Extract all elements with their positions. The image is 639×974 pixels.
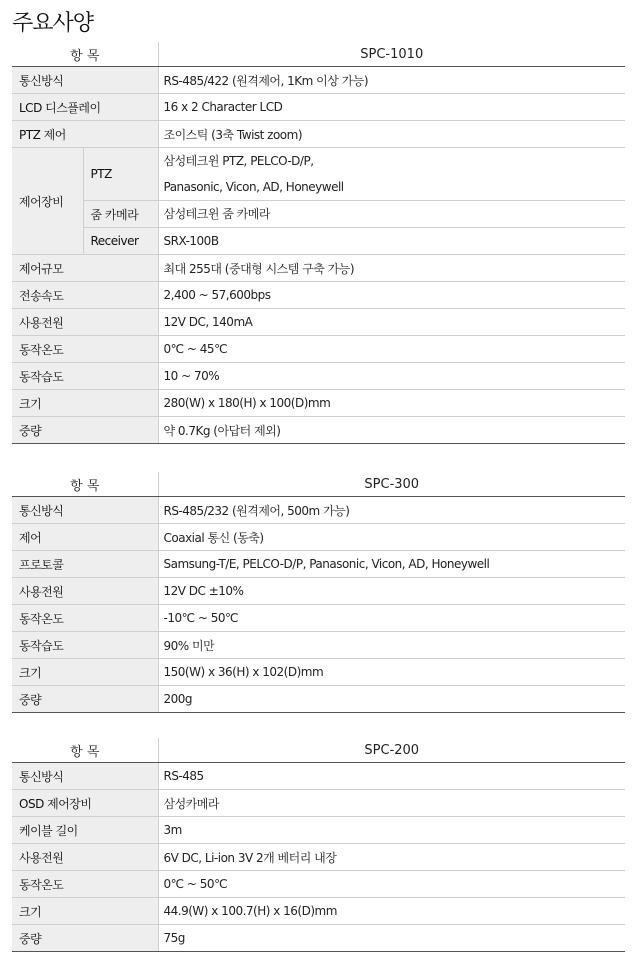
row-label: 통신방식 bbox=[12, 497, 158, 524]
row-value: 44.9(W) x 100.7(H) x 16(D)mm bbox=[158, 898, 625, 925]
control-group-cell bbox=[12, 148, 158, 255]
row-value: 3m bbox=[158, 817, 625, 844]
table-row bbox=[12, 686, 625, 713]
row-label: 동작온도 bbox=[12, 336, 158, 363]
row-value: RS-485 bbox=[158, 763, 625, 790]
table-row bbox=[12, 336, 625, 363]
row-value: 0℃ ~ 50℃ bbox=[158, 871, 625, 898]
table-row bbox=[12, 790, 625, 817]
row-label: 통신방식 bbox=[12, 763, 158, 790]
row-label: 사용전원 bbox=[12, 844, 158, 871]
table-row bbox=[12, 121, 625, 148]
receiver-value: SRX-100B bbox=[163, 234, 219, 248]
row-value: 90% 미만 bbox=[158, 632, 625, 659]
header-model: SPC-200 bbox=[158, 738, 625, 763]
row-label: 프로토콜 bbox=[12, 551, 158, 578]
row-label: 중량 bbox=[12, 925, 158, 952]
control-group-label: 제어장비 bbox=[12, 148, 83, 254]
row-label: 동작온도 bbox=[12, 871, 158, 898]
row-label: PTZ 제어 bbox=[12, 121, 158, 148]
zoom-camera-value: 삼성테크윈 줌 카메라 bbox=[159, 201, 626, 228]
row-label: 사용전원 bbox=[12, 578, 158, 605]
table-row bbox=[12, 417, 625, 444]
table-row bbox=[12, 524, 625, 551]
table-row bbox=[12, 898, 625, 925]
row-label: 크기 bbox=[12, 390, 158, 417]
row-label: 중량 bbox=[12, 686, 158, 713]
table-row bbox=[12, 925, 625, 952]
table-row bbox=[12, 817, 625, 844]
table-row bbox=[12, 309, 625, 336]
row-value: 10 ~ 70% bbox=[158, 363, 625, 390]
row-value: Coaxial 통신 (동축) bbox=[158, 524, 625, 551]
table-row bbox=[12, 94, 625, 121]
table-row bbox=[12, 605, 625, 632]
row-value: 삼성카메라 bbox=[158, 790, 625, 817]
row-value: 150(W) x 36(H) x 102(D)mm bbox=[158, 659, 625, 686]
spec-table-spc-1010 bbox=[12, 42, 625, 444]
row-label: OSD 제어장비 bbox=[12, 790, 158, 817]
row-value: 75g bbox=[158, 925, 625, 952]
row-value: 조이스틱 (3축 Twist zoom) bbox=[158, 121, 625, 148]
row-label: 케이블 길이 bbox=[12, 817, 158, 844]
header-item: 항 목 bbox=[12, 472, 158, 497]
table-row bbox=[12, 390, 625, 417]
table-row bbox=[12, 497, 625, 524]
row-label: 크기 bbox=[12, 898, 158, 925]
row-label: 통신방식 bbox=[12, 67, 158, 94]
row-label: 동작습도 bbox=[12, 632, 158, 659]
table-row bbox=[12, 551, 625, 578]
row-value: 최대 255대 (중대형 시스템 구축 가능) bbox=[158, 255, 625, 282]
row-value: Samsung-T/E, PELCO-D/P, Panasonic, Vicon, AD, Honeywell bbox=[158, 551, 625, 578]
table-row bbox=[12, 632, 625, 659]
table-row bbox=[12, 844, 625, 871]
row-label: 전송속도 bbox=[12, 282, 158, 309]
control-group-subtable bbox=[12, 148, 158, 254]
row-value: -10℃ ~ 50℃ bbox=[158, 605, 625, 632]
header-item: 항 목 bbox=[12, 42, 158, 67]
table-row bbox=[12, 659, 625, 686]
row-label: 제어규모 bbox=[12, 255, 158, 282]
header-model: SPC-1010 bbox=[158, 42, 625, 67]
row-label: 중량 bbox=[12, 417, 158, 444]
page-title: 주요사양 bbox=[12, 11, 94, 36]
ptz-value-line1: 삼성테크윈 PTZ, PELCO-D/P, bbox=[163, 154, 314, 168]
row-value: RS-485/232 (원격제어, 500m 가능) bbox=[158, 497, 625, 524]
row-label: 사용전원 bbox=[12, 309, 158, 336]
row-value: 12V DC, 140mA bbox=[158, 309, 625, 336]
row-value: 16 x 2 Character LCD bbox=[158, 94, 625, 121]
zoom-camera-label: 줌 카메라 bbox=[83, 201, 158, 228]
receiver-label: Receiver bbox=[83, 228, 158, 255]
table-row bbox=[12, 763, 625, 790]
row-value: RS-485/422 (원격제어, 1Km 이상 가능) bbox=[158, 67, 625, 94]
row-label: 크기 bbox=[12, 659, 158, 686]
table-row bbox=[12, 67, 625, 94]
header-model: SPC-300 bbox=[158, 472, 625, 497]
row-value: 약 0.7Kg (아답터 제외) bbox=[158, 417, 625, 444]
control-group-values bbox=[158, 148, 625, 255]
row-value: 0℃ ~ 45℃ bbox=[158, 336, 625, 363]
table-row bbox=[12, 871, 625, 898]
table-row bbox=[12, 363, 625, 390]
row-label: 동작습도 bbox=[12, 363, 158, 390]
spec-table-spc-200 bbox=[12, 738, 625, 952]
row-value: 280(W) x 180(H) x 100(D)mm bbox=[158, 390, 625, 417]
row-label: 제어 bbox=[12, 524, 158, 551]
ptz-label: PTZ bbox=[83, 148, 158, 201]
row-label: 동작온도 bbox=[12, 605, 158, 632]
table-row bbox=[12, 578, 625, 605]
ptz-value-line2: Panasonic, Vicon, AD, Honeywell bbox=[159, 174, 626, 201]
row-value: 6V DC, Li-ion 3V 2개 베터리 내장 bbox=[158, 844, 625, 871]
row-value: 12V DC ±10% bbox=[158, 578, 625, 605]
table-row bbox=[12, 255, 625, 282]
row-label: LCD 디스플레이 bbox=[12, 94, 158, 121]
spec-table-spc-300 bbox=[12, 472, 625, 713]
row-value: 2,400 ~ 57,600bps bbox=[158, 282, 625, 309]
table-row bbox=[12, 282, 625, 309]
row-value: 200g bbox=[158, 686, 625, 713]
control-group-row bbox=[12, 148, 625, 255]
header-item: 항 목 bbox=[12, 738, 158, 763]
